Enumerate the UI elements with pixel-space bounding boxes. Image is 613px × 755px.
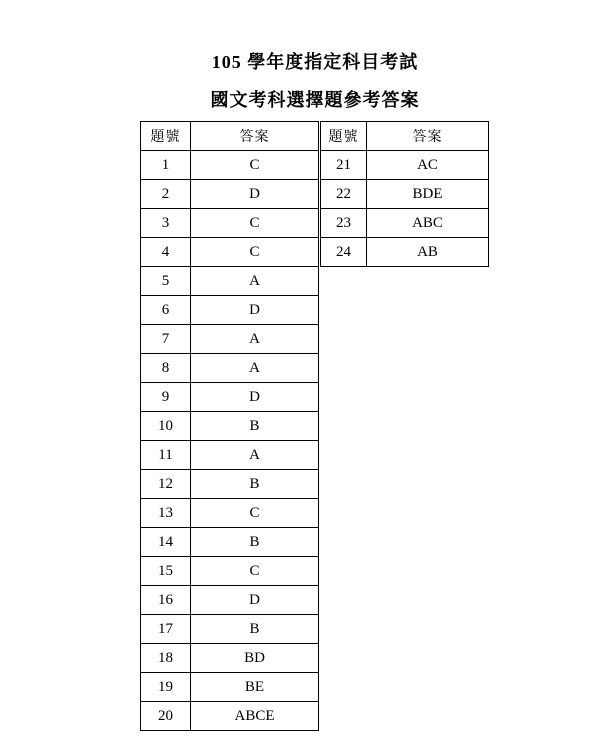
answer-value: B <box>191 615 319 644</box>
table-row <box>141 615 319 644</box>
answer-value: A <box>191 441 319 470</box>
table-row <box>141 296 319 325</box>
question-number: 17 <box>141 615 191 644</box>
table-row <box>141 441 319 470</box>
question-number: 18 <box>141 644 191 673</box>
answer-value: AC <box>367 151 489 180</box>
question-number: 1 <box>141 151 191 180</box>
answer-value: C <box>191 238 319 267</box>
question-number: 10 <box>141 412 191 441</box>
answer-value: C <box>191 151 319 180</box>
table-row <box>141 644 319 673</box>
answer-table-left <box>140 121 319 731</box>
question-number: 3 <box>141 209 191 238</box>
table-row <box>141 412 319 441</box>
table-row <box>141 383 319 412</box>
answer-value: A <box>191 354 319 383</box>
answer-value: BE <box>191 673 319 702</box>
table-row <box>141 702 319 731</box>
answer-value: B <box>191 412 319 441</box>
table-row <box>141 325 319 354</box>
table-row <box>141 499 319 528</box>
header-number: 題號 <box>321 122 367 151</box>
answer-value: A <box>191 325 319 354</box>
question-number: 24 <box>321 238 367 267</box>
table-header-row <box>321 122 489 151</box>
document-subtitle: 國文考科選擇題參考答案 <box>210 90 420 110</box>
answer-value: D <box>191 180 319 209</box>
answer-value: D <box>191 586 319 615</box>
answer-value: ABCE <box>191 702 319 731</box>
answer-value: C <box>191 557 319 586</box>
table-row <box>321 180 489 209</box>
question-number: 7 <box>141 325 191 354</box>
question-number: 21 <box>321 151 367 180</box>
table-row <box>141 528 319 557</box>
answer-value: C <box>191 499 319 528</box>
header-number: 題號 <box>141 122 191 151</box>
header-answer: 答案 <box>191 122 319 151</box>
header-answer: 答案 <box>367 122 489 151</box>
table-row <box>141 470 319 499</box>
table-row <box>141 267 319 296</box>
answer-table-right <box>320 121 489 267</box>
table-row <box>141 238 319 267</box>
question-number: 19 <box>141 673 191 702</box>
question-number: 14 <box>141 528 191 557</box>
answer-value: ABC <box>367 209 489 238</box>
table-row <box>321 238 489 267</box>
table-header-row <box>141 122 319 151</box>
table-row <box>141 354 319 383</box>
answer-value: C <box>191 209 319 238</box>
table-row <box>321 209 489 238</box>
table-row <box>141 209 319 238</box>
question-number: 12 <box>141 470 191 499</box>
question-number: 8 <box>141 354 191 383</box>
question-number: 15 <box>141 557 191 586</box>
answer-value: D <box>191 296 319 325</box>
question-number: 13 <box>141 499 191 528</box>
table-row <box>141 586 319 615</box>
question-number: 11 <box>141 441 191 470</box>
question-number: 5 <box>141 267 191 296</box>
table-row <box>141 557 319 586</box>
answer-table-left-body <box>141 151 319 731</box>
question-number: 22 <box>321 180 367 209</box>
document-title: 105 學年度指定科目考試 <box>211 52 419 72</box>
question-number: 9 <box>141 383 191 412</box>
table-row <box>141 673 319 702</box>
answer-value: BDE <box>367 180 489 209</box>
question-number: 16 <box>141 586 191 615</box>
question-number: 6 <box>141 296 191 325</box>
answer-value: AB <box>367 238 489 267</box>
table-row <box>321 151 489 180</box>
question-number: 23 <box>321 209 367 238</box>
question-number: 4 <box>141 238 191 267</box>
table-row <box>141 151 319 180</box>
answer-table-right-body <box>321 151 489 267</box>
table-row <box>141 180 319 209</box>
answer-value: BD <box>191 644 319 673</box>
question-number: 20 <box>141 702 191 731</box>
answer-value: B <box>191 470 319 499</box>
question-number: 2 <box>141 180 191 209</box>
answer-value: A <box>191 267 319 296</box>
answer-value: D <box>191 383 319 412</box>
answer-value: B <box>191 528 319 557</box>
